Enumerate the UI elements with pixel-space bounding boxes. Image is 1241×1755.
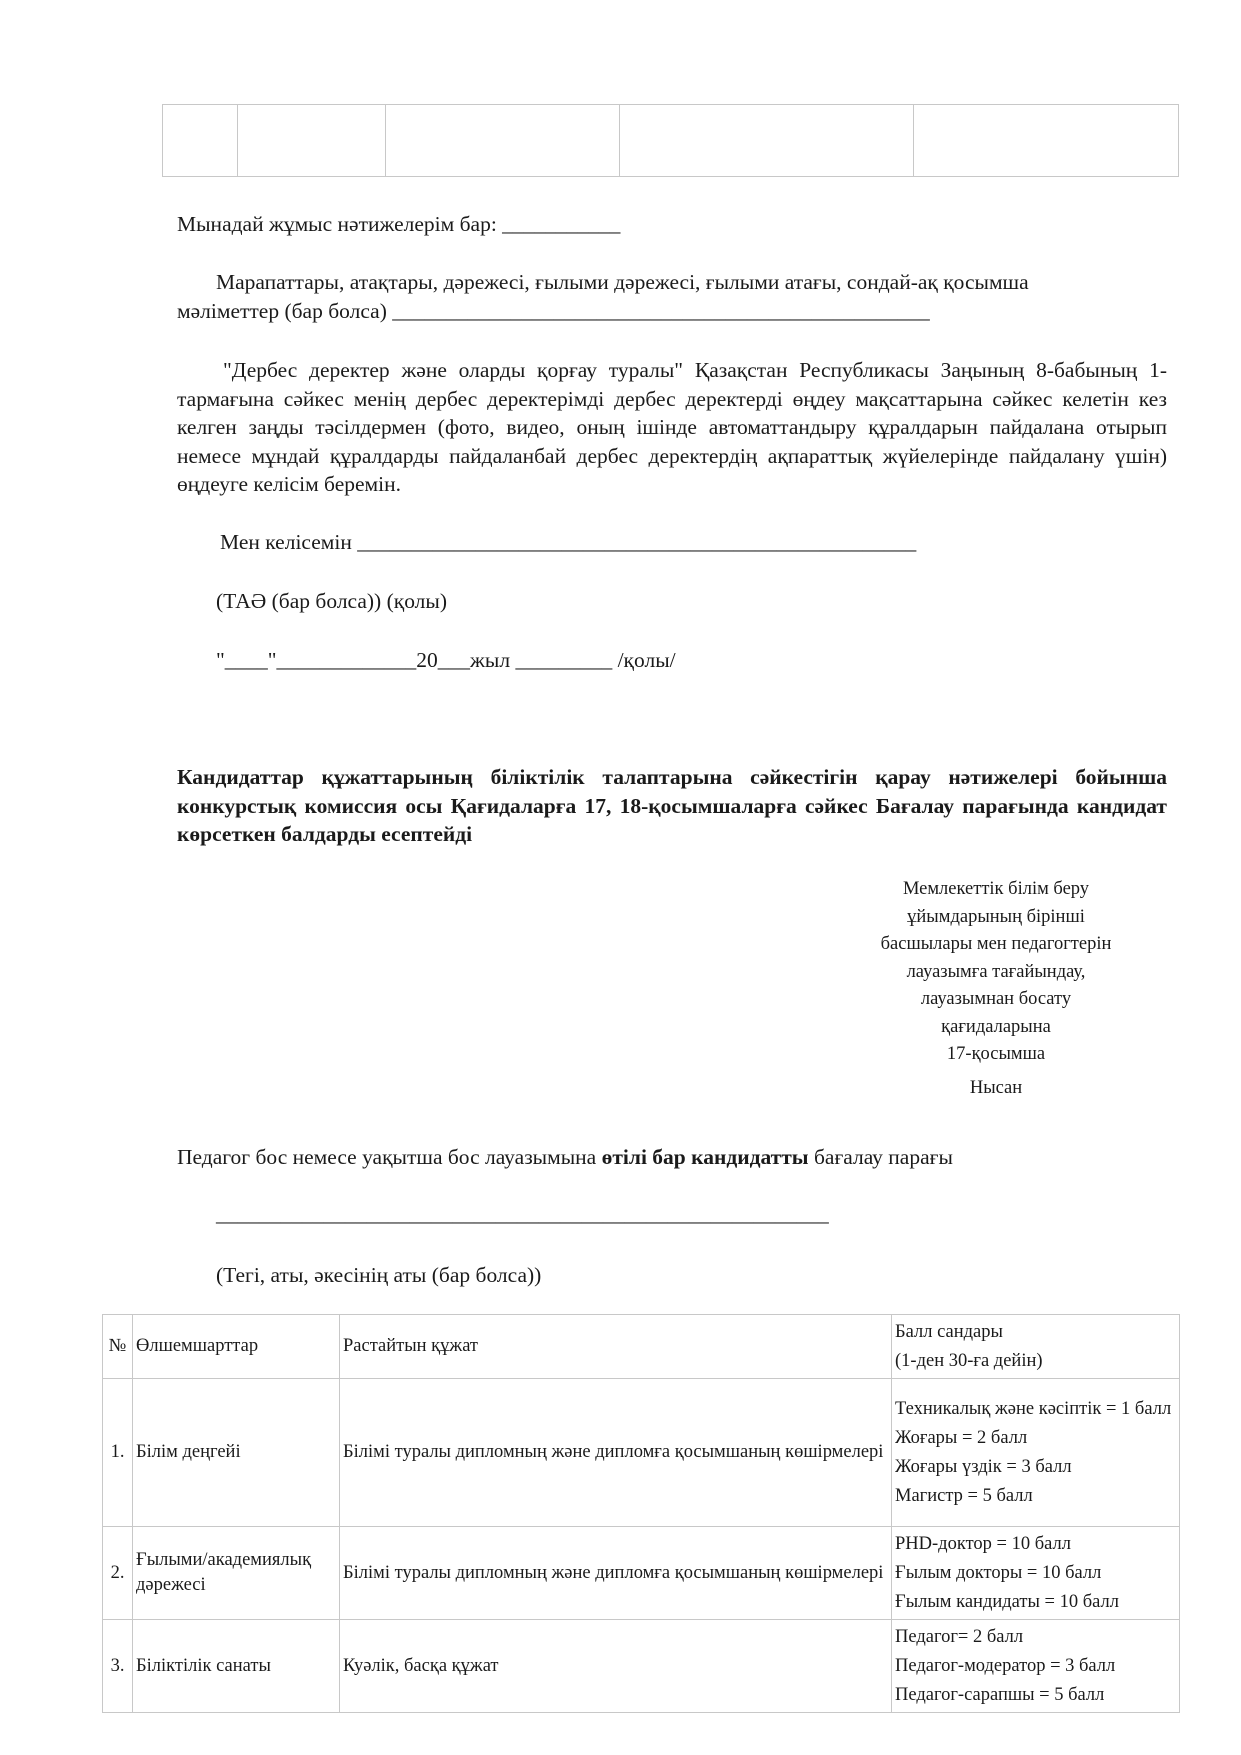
points-item: Педагог-сарапшы = 5 балл: [895, 1684, 1105, 1705]
appendix-line: ұйымдарының бірінші: [907, 906, 1085, 927]
table-header-row: [103, 1315, 1180, 1379]
row-document: Куәлік, басқа құжат: [340, 1620, 892, 1713]
consent-paragraph: "Дербес деректер және оларды қорғау туралы" Қазақстан Республикасы Заңының 8-бабының 1-тармағына сәйкес менің дербес деректерімді дербес деректерді өңдеу мақсаттарына сәйкес келетін кез келген заңды тәсілдермен (фото, видео, оның ішінде автоматтандыру құралдарын пайдалана отырып немесе мұндай құралдарды пайдаланбай дербес деректердің ақпараттық жүйелерінде пайдалану үшін) өңдеуге келісім беремін.: [177, 358, 1167, 496]
table-row: [103, 1379, 1180, 1527]
appendix-line: қағидаларына: [941, 1016, 1051, 1037]
points-item: PHD-доктор = 10 балл: [895, 1533, 1071, 1554]
appendix-block: [846, 876, 1146, 1102]
sheet-title: [177, 1143, 953, 1172]
row-criteria: Біліктілік санаты: [133, 1620, 340, 1713]
top-empty-table: [162, 104, 1179, 177]
agree-line: Мен келісемін ____________________________________________________: [220, 530, 917, 554]
table-cell: [163, 105, 238, 177]
header-points-line: Балл сандары: [895, 1321, 1003, 1342]
points-item: Ғылым докторы = 10 балл: [895, 1562, 1102, 1583]
header-document: Растайтын құжат: [340, 1315, 892, 1379]
points-item: Ғылым кандидаты = 10 балл: [895, 1591, 1119, 1612]
appendix-line: басшылары мен педагогтерін: [880, 934, 1112, 954]
awards-line-2: мәліметтер (бар болса) __________________________________________________: [177, 299, 930, 323]
criteria-table: [102, 1314, 1180, 1713]
table-cell: [385, 105, 620, 177]
appendix-line: лауазымнан босату: [920, 989, 1072, 1009]
table-row: [103, 1527, 1180, 1620]
row-points: [892, 1379, 1180, 1527]
work-results-line: Мынадай жұмыс нәтижелерім бар: ___________: [177, 212, 621, 236]
table-row: [103, 1620, 1180, 1713]
sheet-title-suffix: бағалау парағы: [808, 1145, 953, 1169]
sheet-title-bold: өтілі бар кандидатты: [601, 1145, 809, 1169]
sheet-title-prefix: Педагог бос немесе уақытша бос лауазымына: [177, 1145, 602, 1169]
header-points-line: (1-ден 30-ға дейін): [895, 1350, 1043, 1371]
table-cell: [620, 105, 913, 177]
date-line: "____"_____________20___жыл _________ /қолы/: [216, 648, 676, 672]
row-num: 3.: [103, 1620, 133, 1713]
signature-line: (ТАӘ (бар болса)) (қолы): [216, 589, 447, 613]
header-num: №: [103, 1315, 133, 1379]
commission-heading: Кандидаттар құжаттарының біліктілік талаптарына сәйкестігін қарау нәтижелері бойынша конкурстық комиссия осы Қағидаларға 17, 18-қосымшаларға сәйкес Бағалау парағында кандидат көрсеткен балдарды есептейді: [177, 765, 1167, 846]
header-criteria: Өлшемшарттар: [133, 1315, 340, 1379]
row-criteria: Ғылыми/академиялық дәрежесі: [133, 1527, 340, 1620]
row-points: [892, 1620, 1180, 1713]
name-caption: (Тегі, аты, әкесінің аты (бар болса)): [216, 1263, 542, 1287]
points-item: Педагог-модератор = 3 балл: [895, 1655, 1116, 1676]
points-item: Магистр = 5 балл: [895, 1485, 1033, 1506]
row-document: Білімі туралы дипломның және дипломға қосымшаның көшірмелері: [340, 1527, 892, 1620]
header-points: [892, 1315, 1180, 1379]
points-item: Жоғары үздік = 3 балл: [895, 1456, 1072, 1477]
table-cell: [913, 105, 1178, 177]
appendix-line: Мемлекеттік білім беру: [902, 879, 1090, 899]
points-item: Жоғары = 2 балл: [895, 1427, 1028, 1448]
appendix-line: 17-қосымша: [946, 1044, 1046, 1064]
form-label: Нысан: [969, 1077, 1023, 1098]
row-document: Білімі туралы дипломның және дипломға қосымшаның көшірмелері: [340, 1379, 892, 1527]
appendix-line: лауазымға тағайындау,: [906, 961, 1086, 982]
points-item: Техникалық және кәсіптік = 1 балл: [895, 1398, 1172, 1419]
table-cell: [237, 105, 385, 177]
row-points: [892, 1527, 1180, 1620]
awards-line-1: Марапаттары, атақтары, дәрежесі, ғылыми дәрежесі, ғылыми атағы, сондай-ақ қосымша: [216, 270, 1029, 294]
points-item: Педагог= 2 балл: [895, 1626, 1024, 1647]
row-criteria: Білім деңгейі: [133, 1379, 340, 1527]
row-num: 2.: [103, 1527, 133, 1620]
name-underline: _________________________________________________________: [216, 1202, 829, 1226]
row-num: 1.: [103, 1379, 133, 1527]
